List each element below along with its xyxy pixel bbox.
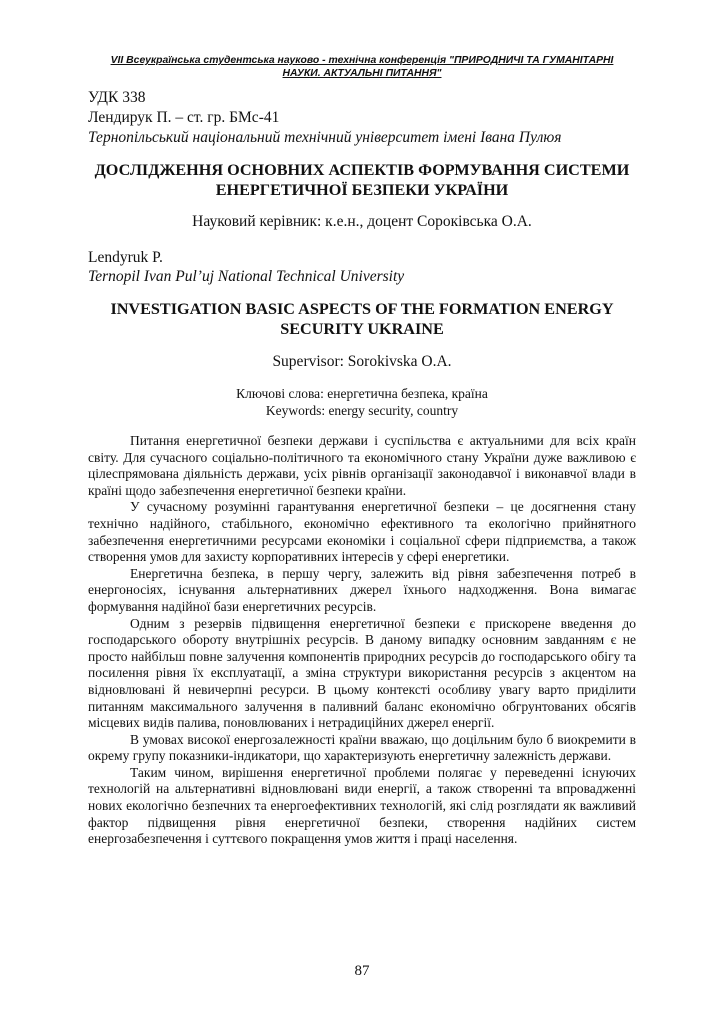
author-ua: Лендирук П. – ст. гр. БМс-41 bbox=[88, 109, 280, 126]
paragraph: Енергетична безпека, в першу чергу, залежить від рівня забезпечення потреб в енергоносіях, існування альтернативних джерел їхнього надходження. Вона вимагає формування надійної бази енергетичних ресурсів. bbox=[88, 565, 636, 614]
university-ua: Тернопільський національний технічний університет імені Івана Пулюя bbox=[88, 129, 562, 146]
university-en: Ternopil Ivan Pul’uj National Technical University bbox=[88, 268, 405, 285]
supervisor-en: Supervisor: Sorokivska O.A. bbox=[272, 353, 452, 370]
paragraph: Питання енергетичної безпеки держави і суспільства є актуальними для всіх країн світу. Для сучасного соціально-політичного та економічного стану України дуже важливою є цілеспрямована діяльність держави, усіх рівнів організації законодавчої і виконавчої влади в країні щодо забезпечення енергетичної безпеки країни. bbox=[88, 433, 636, 498]
keywords-ua: Ключові слова: енергетична безпека, країна bbox=[236, 386, 488, 401]
paragraph: У сучасному розумінні гарантування енергетичної безпеки – це досягнення стану технічно надійного, стабільного, економічно ефективного та екологічно прийнятного забезпечення енергетичними ресурсами економіки і соціальної сфери підприємства, а також створення умов для захисту корпоративних інтересів у сфері енергетики. bbox=[88, 499, 636, 565]
paragraph: В умовах високої енергозалежності країни вважаю, що доцільним було б виокремити в окрему групу показники-індикатори, що характеризують енергетичну залежність держави. bbox=[88, 731, 636, 764]
title-ua: ДОСЛІДЖЕННЯ ОСНОВНИХ АСПЕКТІВ ФОРМУВАННЯ СИСТЕМИ ЕНЕРГЕТИЧНОЇ БЕЗПЕКИ УКРАЇНИ bbox=[94, 161, 630, 199]
keywords-en: Keywords: energy security, country bbox=[265, 403, 459, 418]
supervisor-ua: Науковий керівник: к.е.н., доцент Сороківська О.А. bbox=[192, 213, 532, 230]
paragraph: Одним з резервів підвищення енергетичної безпеки є прискорене введення до господарського обороту внутрішніх ресурсів. В даному випадку основним завданням є не просто найбільш повне залучення компонентів природних ресурсів до господарського обігу та посилення рівня їх експлуатації, а зміна структури використання ресурсів з акцентом на відновлювані й невичерпні ресурси. В цьому контексті особливу увагу варто приділити питанням максимального залучення в паливний баланс економічно обгрунтованих обсягів місцевих видів палива, поновлюваних і нетрадиційних джерел енергії. bbox=[88, 615, 636, 731]
paragraph: Таким чином, вирішення енергетичної проблеми полягає у переведенні існуючих технологій на альтернативні відновлювані види енергії, а також створенні та впровадженні нових екологічно безпечних та енергоефективних технологій, які слід розглядати як важливий фактор підвищення рівня енергетичної безпеки, створення надійних систем енергозабезпечення і суттєвого покращення умов життя і праці населення. bbox=[88, 764, 636, 847]
udk-code: УДК 338 bbox=[88, 89, 146, 106]
body-text bbox=[88, 433, 636, 848]
conference-header: VII Всеукраїнська студентська науково - технічна конференція "ПРИРОДНИЧІ ТА ГУМАНІТАРНІ НАУКИ. АКТУАЛЬНІ ПИТАННЯ" bbox=[110, 55, 614, 79]
page-number: 87 bbox=[354, 963, 370, 979]
title-en: INVESTIGATION BASIC ASPECTS OF THE FORMATION ENERGY SECURITY UKRAINE bbox=[110, 300, 614, 338]
author-en: Lendyruk P. bbox=[88, 249, 163, 266]
